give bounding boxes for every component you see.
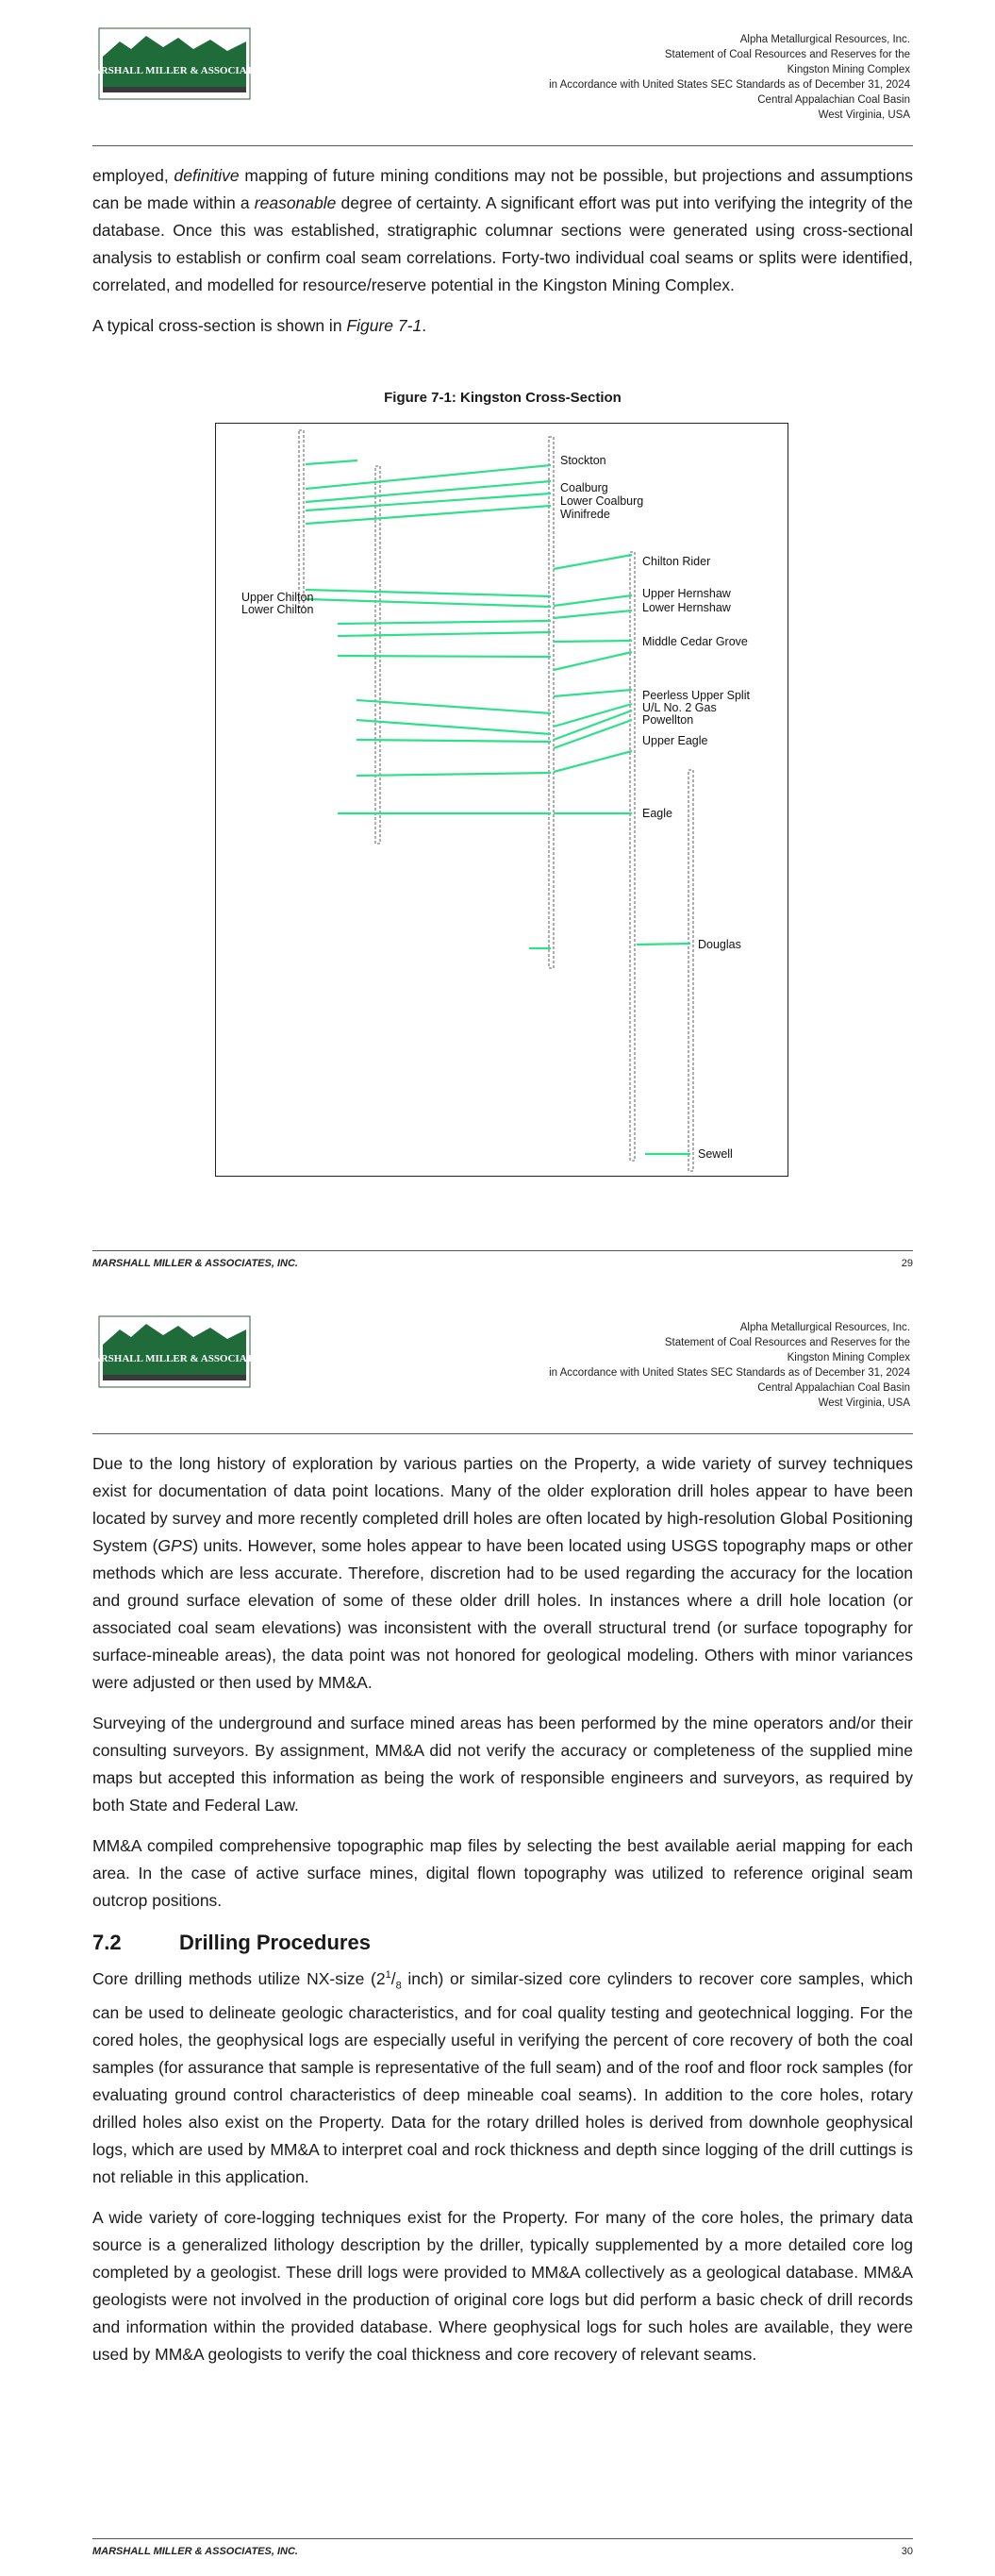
- seam-label: U/L No. 2 Gas: [642, 701, 717, 714]
- paragraph: A typical cross-section is shown in Figure 7-1.: [92, 316, 427, 335]
- header-company: Alpha Metallurgical Resources, Inc.: [739, 34, 910, 45]
- seam-label: Douglas: [698, 938, 741, 951]
- seam-label: Lower Hernshaw: [642, 601, 731, 614]
- header-company: Alpha Metallurgical Resources, Inc.: [739, 1322, 910, 1333]
- header-rule: [92, 1433, 913, 1434]
- footer-rule: [92, 1250, 913, 1251]
- header-location: West Virginia, USA: [818, 1397, 910, 1409]
- paragraph: MM&A compiled comprehensive topographic map files by selecting the best available aerial mapping for each area. In the case of active surface mines, digital flown topography was utilized to reference original seam outcrop positions.: [92, 1836, 913, 1910]
- paragraph: employed, definitive mapping of future mining conditions may not be possible, but projections and assumptions can be made within a reasonable degree of certainty. A significant effort was put into verifying the integrity of the database. Once this was established, stratigraphic columnar sections were generated using cross-sectional analysis to establish or confirm coal seam correlations. Forty-two individual coal seams or splits were identified, correlated, and modelled for resource/reserve potential in the Kingston Mining Complex.: [92, 166, 913, 294]
- seam-label: Upper Chilton: [241, 591, 314, 604]
- header-location: West Virginia, USA: [818, 109, 910, 121]
- header-complex: Kingston Mining Complex: [787, 64, 910, 75]
- drill-hole: [549, 437, 554, 968]
- drill-hole: [375, 466, 380, 844]
- cross-section-figure: [215, 423, 788, 1177]
- seam-label: Lower Coalburg: [560, 494, 644, 508]
- header-basin: Central Appalachian Coal Basin: [757, 94, 910, 106]
- seam-label: Middle Cedar Grove: [642, 635, 748, 648]
- page-number: 29: [901, 1258, 913, 1269]
- header-standards: in Accordance with United States SEC Standards as of December 31, 2024: [549, 1367, 910, 1379]
- seam-label: Upper Hernshaw: [642, 587, 731, 600]
- header-statement: Statement of Coal Resources and Reserves for the: [664, 1337, 910, 1348]
- seam-label: Coalburg: [560, 481, 608, 494]
- logo-text: MARSHALL MILLER & ASSOCIATES: [83, 65, 266, 76]
- paragraph: Core drilling methods utilize NX-size ($2^1/_8$ inch) or similar-sized core cylinders to recover core samples, which can be used to delineate geologic characteristics, and for coal quality testing and geotechnical logging. For the cored holes, the geophysical logs are especially useful in verifying the percent of core recovery of both the coal samples (for assurance that sample is representative of the full seam) and of the roof and floor rock samples (for evaluating ground control characteristics of deep mineable coal seams). In addition to the core holes, rotary drilled holes also exist on the Property. Data for the rotary drilled holes is derived from downhole geophysical logs, which are used by MM&A to interpret coal and rock thickness and depth since logging of the drill cuttings is not reliable in this application.: [92, 1968, 913, 2187]
- header-rule: [92, 145, 913, 146]
- footer-company: MARSHALL MILLER & ASSOCIATES, INC.: [92, 2546, 298, 2557]
- seam-label: Upper Eagle: [642, 734, 708, 747]
- company-logo: [83, 1316, 266, 1387]
- footer-rule: [92, 2538, 913, 2539]
- header-complex: Kingston Mining Complex: [787, 1352, 910, 1363]
- paragraph: Surveying of the underground and surface mined areas has been performed by the mine operators and/or their consulting surveyors. By assignment, MM&A did not verify the accuracy or completeness of the supplied mine maps but accepted this information as being the work of responsible engineers and surveyors, as required by both State and Federal Law.: [92, 1714, 913, 1815]
- seam-label: Powellton: [642, 713, 694, 727]
- drill-hole: [299, 430, 304, 607]
- seam-label: Eagle: [642, 807, 672, 820]
- page2-body: [92, 1450, 913, 2382]
- page-30: [0, 1288, 995, 2576]
- header-basin: Central Appalachian Coal Basin: [757, 1382, 910, 1394]
- section-heading: [92, 1928, 913, 1958]
- drill-hole: [630, 552, 635, 1161]
- section-title: Drilling Procedures: [179, 1931, 371, 1954]
- seam-label: Stockton: [560, 454, 606, 467]
- document-header: [549, 32, 910, 123]
- seam-label: Peerless Upper Split: [642, 689, 750, 702]
- page1-body: [92, 162, 913, 353]
- company-logo: [83, 28, 266, 99]
- paragraph: A wide variety of core-logging techniques exist for the Property. For many of the core holes, the primary data source is a generalized lithology description by the driller, typically supplemented by a more detailed core log completed by a geologist. These drill logs were provided to MM&A collectively as a geological database. MM&A geologists were not involved in the production of original core logs but did perform a basic check of drill records and information within the provided database. Where geophysical logs for such holes are available, they were used by MM&A geologists to verify the coal thickness and core recovery of relevant seams.: [92, 2208, 913, 2365]
- seam-label: Lower Chilton: [241, 603, 314, 616]
- seam-label: Winifrede: [560, 508, 610, 521]
- seam-label: Sewell: [698, 1147, 733, 1161]
- footer-company: MARSHALL MILLER & ASSOCIATES, INC.: [92, 1258, 298, 1269]
- document-header: [549, 1320, 910, 1411]
- drill-hole: [688, 770, 693, 1171]
- section-number: 7.2: [92, 1931, 122, 1954]
- logo-text: MARSHALL MILLER & ASSOCIATES: [83, 1353, 266, 1364]
- header-statement: Statement of Coal Resources and Reserves for the: [664, 49, 910, 60]
- header-standards: in Accordance with United States SEC Standards as of December 31, 2024: [549, 79, 910, 91]
- paragraph: Due to the long history of exploration by various parties on the Property, a wide variety of survey techniques exist for documentation of data point locations. Many of the older exploration drill holes appear to have been located by survey and more recently completed drill holes are often located by high-resolution Global Positioning System (GPS) units. However, some holes appear to have been located using USGS topography maps or other methods which are less accurate. Therefore, discretion had to be used regarding the accuracy for the location and ground surface elevation of some of these older drill holes. In instances where a drill hole location (or associated coal seam elevations) was inconsistent with the overall structural trend (or surface topography for surface-mineable areas), the data point was not honored for geological modeling. Others with minor variances were adjusted or then used by MM&A.: [92, 1454, 913, 1692]
- seam-label: Chilton Rider: [642, 555, 711, 568]
- figure-title: Figure 7-1: Kingston Cross-Section: [384, 390, 622, 406]
- page-number: 30: [901, 2546, 913, 2557]
